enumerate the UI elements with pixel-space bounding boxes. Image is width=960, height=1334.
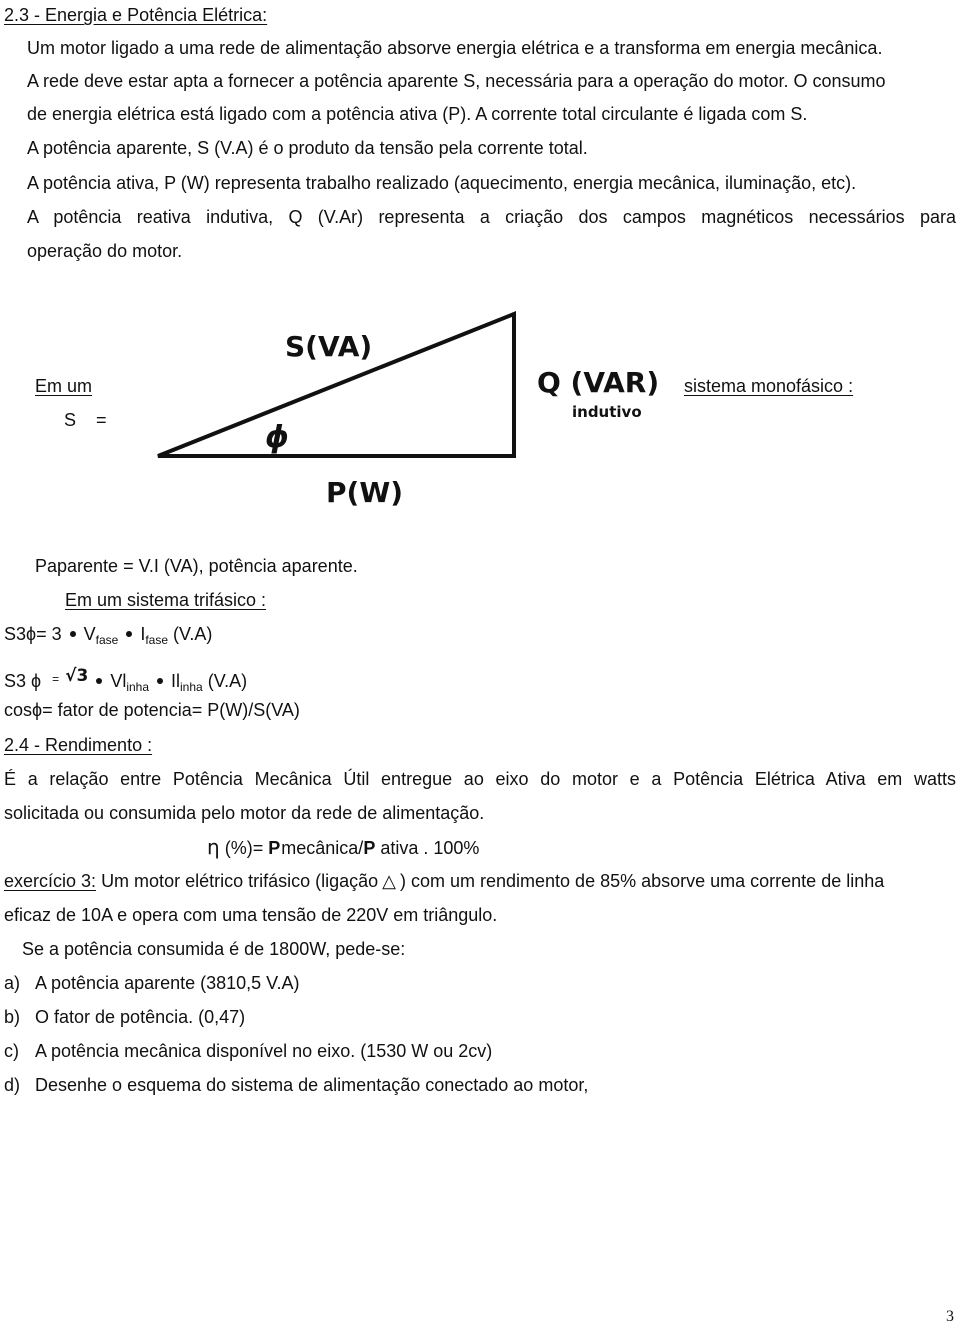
intro-line-4: A potência aparente, S (V.A) é o produto da tensão pela corrente total. — [27, 138, 588, 158]
intro-line-2: A rede deve estar apta a fornecer a potência aparente S, necessária para a operação do motor. O consumo — [27, 71, 886, 91]
dot-icon — [96, 678, 102, 684]
f2-i: Il — [171, 671, 181, 691]
list-item — [4, 1074, 588, 1096]
rendimento-line-2: solicitada ou consumida pelo motor da rede de alimentação. — [4, 803, 485, 823]
exercise-text-a: Um motor elétrico trifásico (ligação — [101, 871, 379, 891]
list-item-letter: b) — [4, 1007, 21, 1027]
list-item-text: O fator de potência. (0,47) — [35, 1007, 246, 1027]
mono-formula: Paparente = V.I (VA), potência aparente. — [35, 556, 358, 576]
list-item-text: A potência aparente (3810,5 V.A) — [35, 973, 300, 993]
section-title: 2.3 - Energia e Potência Elétrica: — [4, 5, 268, 25]
f2-v: Vl — [110, 671, 127, 691]
f1-unit: (V.A) — [173, 624, 213, 644]
list-item — [4, 972, 300, 994]
label-apparent-power: S(VA) — [285, 330, 373, 363]
label-reactive-inductive: indutivo — [572, 403, 642, 421]
sqrt3-symbol: √3 — [65, 666, 89, 686]
list-item-letter: a) — [4, 973, 21, 993]
label-active-power: P(W) — [326, 476, 403, 509]
list-item-letter: c) — [4, 1041, 19, 1061]
formula-part-c: ativa . 100% — [380, 838, 480, 858]
f1-lhs: S3ϕ= 3 — [4, 624, 62, 644]
rendimento-heading: 2.4 - Rendimento : — [4, 735, 153, 755]
mono-s-equals: S = — [64, 410, 107, 430]
f1-i: I — [140, 624, 146, 644]
label-phi-angle: ϕ — [265, 420, 289, 455]
intro-line-1: Um motor ligado a uma rede de alimentação absorve energia elétrica e a transforma em energia mecânica. — [27, 38, 883, 58]
dot-icon — [126, 631, 132, 637]
list-item-letter: d) — [4, 1075, 21, 1095]
delta-icon: △ — [382, 871, 396, 891]
formula-part-a: (%)= — [224, 838, 264, 858]
label-reactive-power: Q (VAR) — [537, 366, 660, 399]
exercise-label: exercício 3: — [4, 871, 97, 891]
eta-symbol: η — [207, 835, 220, 859]
f1-v: V — [83, 624, 96, 644]
f2-eq: = — [52, 672, 60, 686]
dot-icon — [70, 631, 76, 637]
list-item-text: Desenhe o esquema do sistema de alimentação conectado ao motor, — [35, 1075, 589, 1095]
rendimento-line-1: É a relação entre Potência Mecânica Útil entregue ao eixo do motor e a Potência Elétrica Ativa em watts — [4, 769, 956, 789]
intro-line-3: de energia elétrica está ligado com a potência ativa (P). A corrente total circulante é ligada com S. — [27, 104, 808, 124]
f2-unit: (V.A) — [207, 671, 248, 691]
exercise-line-1 — [4, 870, 884, 892]
exercise-text-b: ) com um rendimento de 85% absorve uma corrente de linha — [400, 871, 885, 891]
intro-line-6: A potência reativa indutiva, Q (V.Ar) representa a criação dos campos magnéticos necessários para — [27, 207, 956, 227]
f2-v-sub: inha — [126, 680, 150, 694]
list-item-text: A potência mecânica disponível no eixo. (1530 W ou 2cv) — [35, 1041, 493, 1061]
exercise-line-3: Se a potência consumida é de 1800W, pede-se: — [22, 939, 406, 959]
efficiency-formula — [207, 836, 479, 859]
triphase-heading: Em um sistema trifásico : — [65, 590, 267, 610]
mono-text-left: Em um — [35, 376, 93, 396]
formula-p2: P — [363, 838, 376, 858]
list-item — [4, 1040, 492, 1062]
intro-line-5: A potência ativa, P (W) representa trabalho realizado (aquecimento, energia mecânica, iluminação, etc). — [27, 173, 857, 193]
cos-phi-line: cosϕ= fator de potencia= P(W)/S(VA) — [4, 700, 300, 720]
triphase-formula-2 — [4, 665, 247, 698]
f2-i-sub: inha — [180, 680, 203, 694]
formula-part-b: mecânica/ — [281, 838, 364, 858]
f2-lhs: S3 ϕ — [4, 671, 42, 691]
f1-v-sub: fase — [95, 633, 119, 647]
exercise-line-2: eficaz de 10A e opera com uma tensão de 220V em triângulo. — [4, 905, 498, 925]
triphase-formula-1 — [4, 623, 212, 651]
page-number: 3 — [946, 1308, 954, 1325]
intro-line-7: operação do motor. — [27, 241, 183, 261]
mono-text-right: sistema monofásico : — [684, 376, 854, 396]
formula-p1: P — [268, 838, 281, 858]
dot-icon — [157, 678, 163, 684]
f1-i-sub: fase — [145, 633, 169, 647]
list-item — [4, 1006, 245, 1028]
